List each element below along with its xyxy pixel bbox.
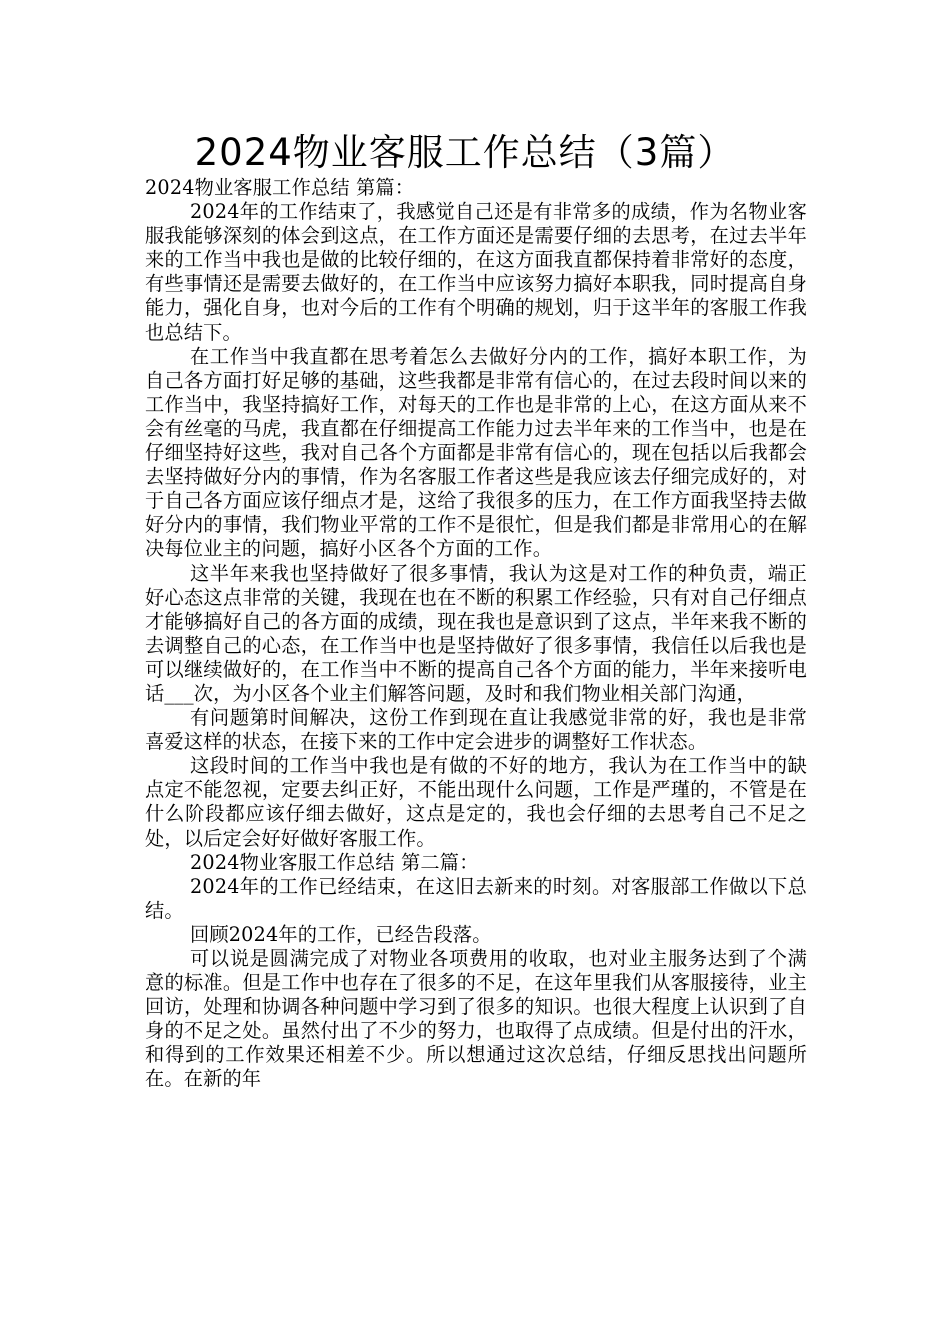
paragraph: 这段时间的工作当中我也是有做的不好的地方，我认为在工作当中的缺点定不能忽视，定要去纠正好，不能出现什么问题，工作是严瑾的，不管是在什么阶段都应该仔细去做好，这点是定的，我也会仔细的去思考自己不足之处，以后定会好好做好客服工作。: [145, 754, 807, 850]
paragraph: 回顾2024年的工作，已经告段落。: [190, 922, 492, 946]
section-heading-2: 2024物业客服工作总结 第二篇：: [190, 850, 479, 874]
paragraph: 这半年来我也坚持做好了很多事情，我认为这是对工作的种负责，端正好心态这点非常的关键，我现在也在不断的积累工作经验，只有对自己仔细点才能够搞好自己的各方面的成绩，现在我也是意识到了这点，半年来我不断的去调整自己的心态，在工作当中也是坚持做好了很多事情，我信任以后我也是可以继续做好的，在工作当中不断的提高自己各个方面的能力，半年来接听电话___次，为小区各个业主们解答问题，及时和我们物业相关部门沟通，: [145, 561, 807, 705]
paragraph: 2024年的工作结束了，我感觉自己还是有非常多的成绩，作为名物业客服我能够深刻的体会到这点，在工作方面还是需要仔细的去思考，在过去半年来的工作当中我也是做的比较仔细的，在这方面我直都保持着非常好的态度，有些事情还是需要去做好的，在工作当中应该努力搞好本职我，同时提高自身能力，强化自身，也对今后的工作有个明确的规划，归于这半年的客服工作我也总结下。: [145, 200, 807, 344]
paragraph: 可以说是圆满完成了对物业各项费用的收取，也对业主服务达到了个满意的标准。但是工作中也存在了很多的不足，在这年里我们从客服接待，业主回访，处理和协调各种问题中学习到了很多的知识。也很大程度上认识到了自身的不足之处。虽然付出了不少的努力，也取得了点成绩。但是付出的汗水，和得到的工作效果还相差不少。所以想通过这次总结，仔细反思找出问题所在。在新的年: [145, 947, 807, 1091]
document-body: [145, 176, 807, 1092]
paragraph: 有问题第时间解决，这份工作到现在直让我感觉非常的好，我也是非常喜爱这样的状态，在接下来的工作中定会进步的调整好工作状态。: [145, 706, 807, 754]
paragraph: 2024年的工作已经结束，在这旧去新来的时刻。对客服部工作做以下总结。: [145, 874, 807, 922]
paragraph: 在工作当中我直都在思考着怎么去做好分内的工作，搞好本职工作，为自己各方面打好足够的基础，这些我都是非常有信心的，在过去段时间以来的工作当中，我坚持搞好工作，对每天的工作也是非常的上心，在这方面从来不会有丝毫的马虎，我直都在仔细提高工作能力过去半年来的工作当中，也是在仔细坚持好这些，我对自己各个方面都是非常有信心的，现在包括以后我都会去坚持做好分内的事情，作为名客服工作者这些是我应该去仔细完成好的，对于自己各方面应该仔细点才是，这给了我很多的压力，在工作方面我坚持去做好分内的事情，我们物业平常的工作不是很忙，但是我们都是非常用心的在解决每位业主的问题，搞好小区各个方面的工作。: [145, 344, 807, 561]
document-title: 2024物业客服工作总结（3篇）: [194, 131, 736, 174]
section-heading-1: 2024物业客服工作总结 第篇：: [145, 176, 415, 199]
